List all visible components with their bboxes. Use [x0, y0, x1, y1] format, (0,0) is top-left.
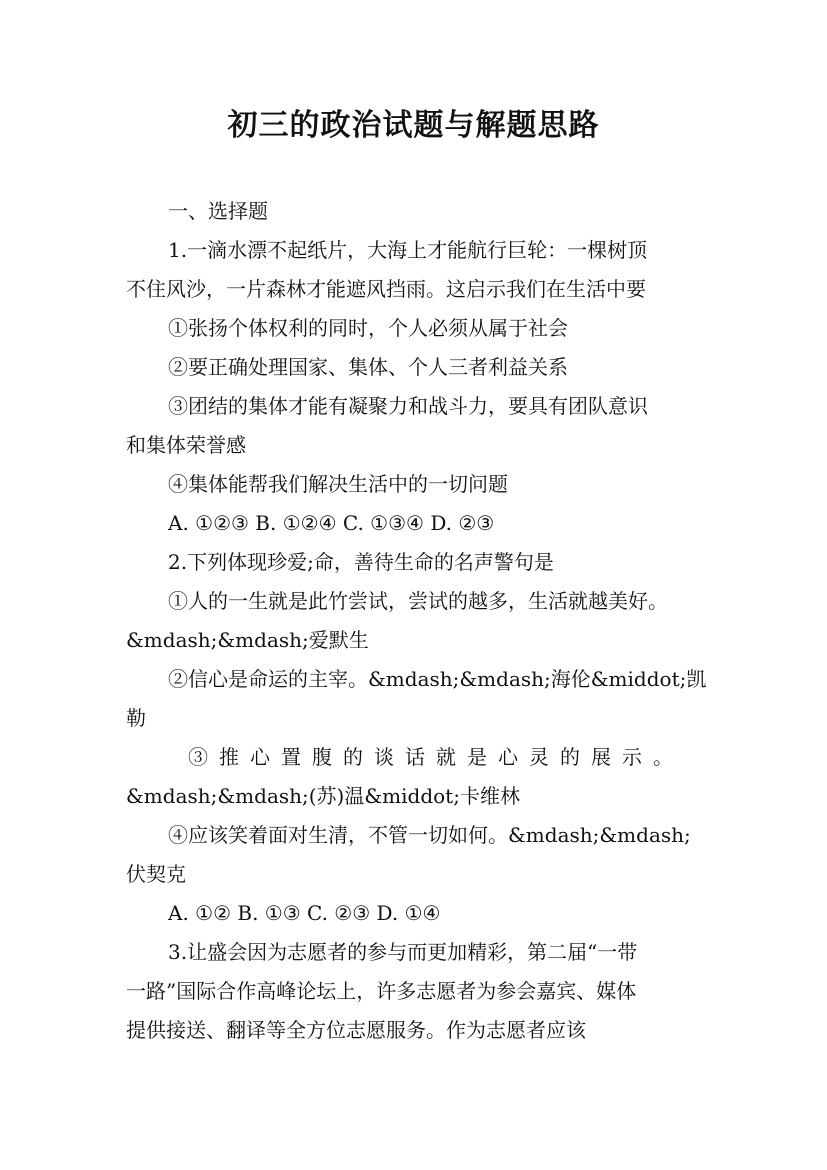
question-3-line-2: 一路”国际合作高峰论坛上，许多志愿者为参会嘉宾、媒体 [126, 979, 637, 1003]
question-2-option-3-cont: &mdash;&mdash;(苏)温&middot;卡维林 [126, 784, 520, 808]
question-3-line-3: 提供接送、翻译等全方位志愿服务。作为志愿者应该 [126, 1018, 586, 1042]
question-2-option-3: ③推心置腹的谈话就是心灵的展示。 [188, 745, 684, 769]
question-2-answers: A. ①② B. ①③ C. ②③ D. ①④ [168, 901, 441, 925]
page-title: 初三的政治试题与解题思路 [227, 108, 600, 143]
question-1-answers: A. ①②③ B. ①②④ C. ①③④ D. ②③ [168, 511, 495, 535]
question-1-option-3-cont: 和集体荣誉感 [126, 433, 246, 457]
question-2-line-1: 2.下列体现珍爱;命，善待生命的名声警句是 [168, 550, 554, 574]
question-1-option-3: ③团结的集体才能有凝聚力和战斗力，要具有团队意识 [168, 394, 648, 418]
question-2-option-4-cont: 伏契克 [126, 862, 186, 886]
question-3-line-1: 3.让盛会因为志愿者的参与而更加精彩，第二届“一带 [168, 940, 638, 964]
question-2-option-1-cont: &mdash;&mdash;爱默生 [126, 628, 369, 652]
question-1-option-2: ②要正确处理国家、集体、个人三者利益关系 [168, 355, 568, 379]
question-1-option-4: ④集体能帮我们解决生活中的一切问题 [168, 472, 508, 496]
section-heading: 一、选择题 [168, 199, 268, 223]
question-1-option-1: ①张扬个体权利的同时，个人必须从属于社会 [168, 316, 568, 340]
question-2-option-4: ④应该笑着面对生清，不管一切如何。&mdash;&mdash; [168, 823, 691, 847]
question-1-line-2: 不住风沙，一片森林才能遮风挡雨。这启示我们在生活中要 [126, 277, 646, 301]
question-1-line-1: 1.一滴水漂不起纸片，大海上才能航行巨轮：一棵树顶 [168, 238, 648, 262]
question-2-option-1: ①人的一生就是此竹尝试，尝试的越多，生活就越美好。 [168, 589, 668, 613]
question-2-option-2: ②信心是命运的主宰。&mdash;&mdash;海伦&middot;凯 [168, 667, 707, 691]
question-2-option-2-cont: 勒 [126, 706, 146, 730]
